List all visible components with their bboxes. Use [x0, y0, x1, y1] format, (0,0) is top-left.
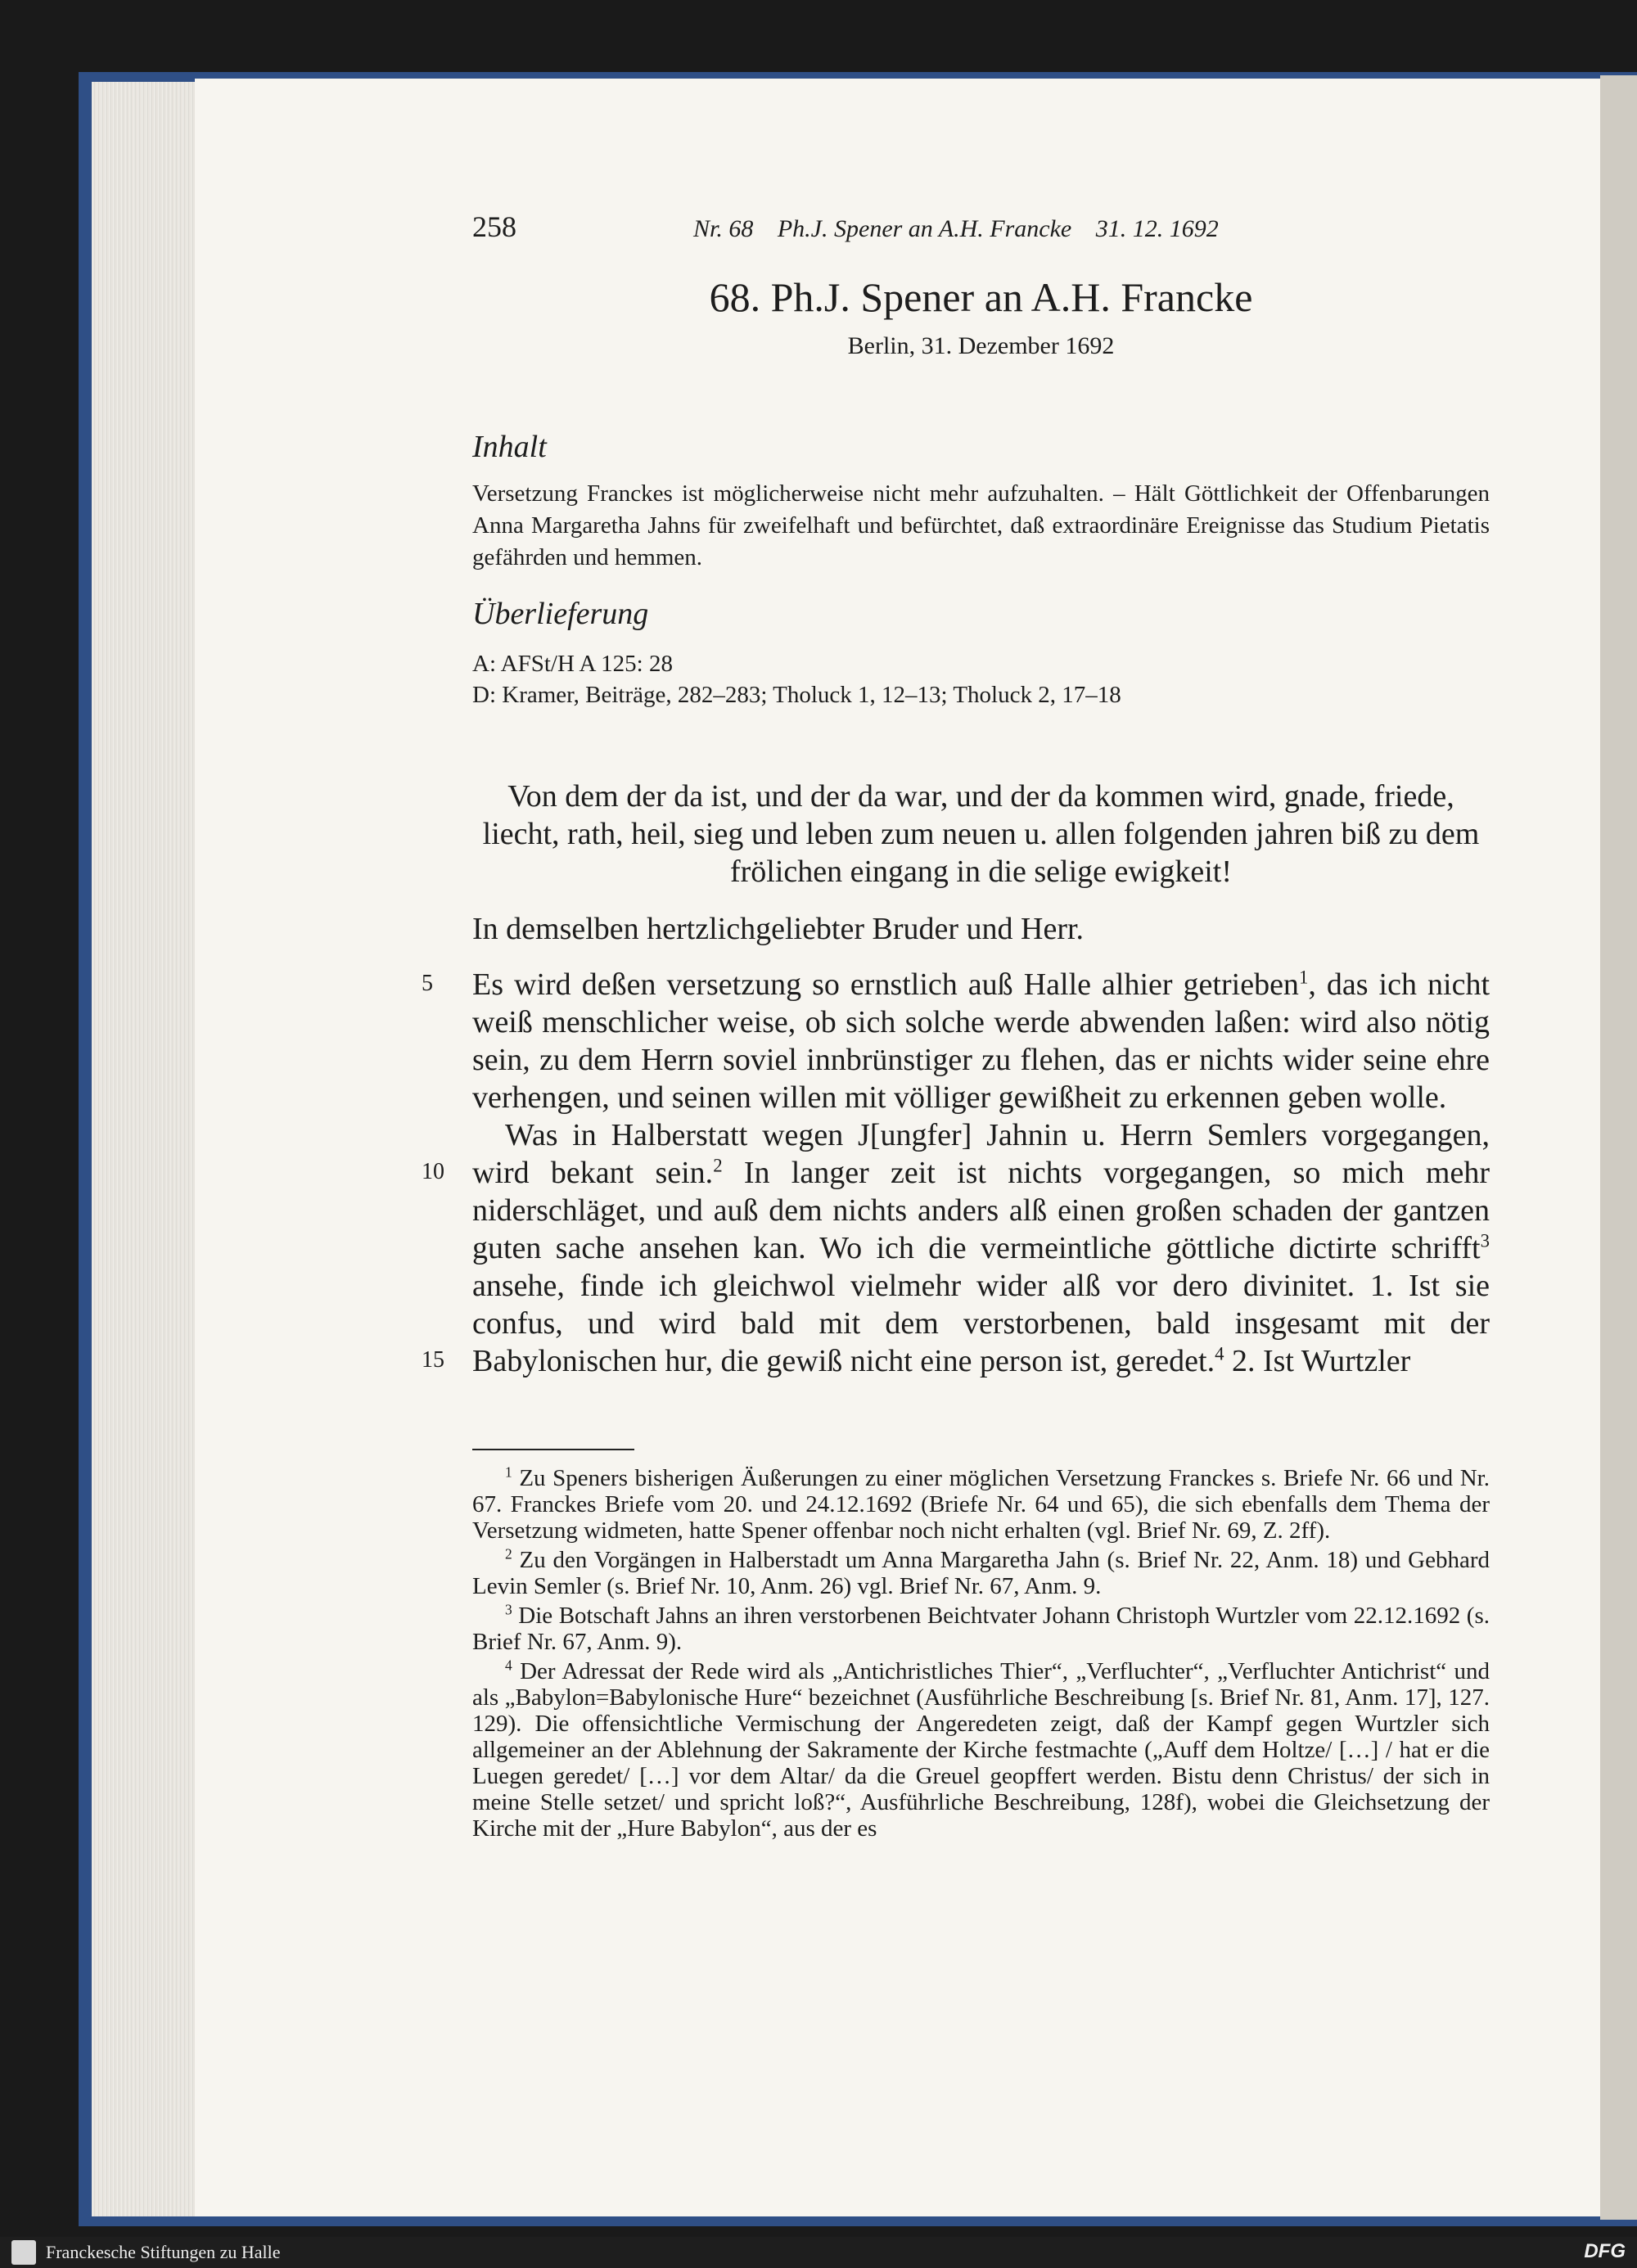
ueberlieferung-heading: Überlieferung — [472, 597, 649, 631]
footnote: $^4$ Der Adressat der Rede wird als „Antichristliches Thier“, „Verfluchter“, „Verfluchter Antichrist“ und als „Babylon=Babylonische Hure“ bezeichnet (Ausführliche Beschreibung [s. Brief Nr. 81, Anm. 17], 127. 129). Die offensichtliche Vermischung der Angeredeten zeigt, daß der Kampf gegen Wurtzler sich allgemeiner an der Ablehnung der Sakramente der Kirche festmachte („Auff dem Holtze/ […] / hat er die Luegen geredet/ […] vor dem Altar/ da die Greuel geopffert werden. Bistu denn Christus/ der sich in meine Stelle setzet/ und spricht loß?“, Ausführliche Beschreibung, 128f), wobei die Gleichsetzung der Kirche mit der „Hure Babylon“, aus der es — [472, 1657, 1490, 1842]
footnote-ref[interactable]: 1 — [1298, 967, 1309, 988]
footnote: $^1$ Zu Speners bisherigen Äußerungen zu einer möglichen Versetzung Franckes s. Briefe Nr. 66 und Nr. 67. Franckes Briefe vom 20. und 24.12.1692 (Briefe Nr. 64 und 65), die sich ebenfalls dem Thema der Versetzung widmeten, hatte Spener offenbar noch nicht erhalten (vgl. Brief Nr. 69, Z. 2ff). — [472, 1463, 1490, 1544]
page-edges — [92, 82, 198, 2216]
inhalt-heading: Inhalt — [472, 430, 547, 464]
footnote-ref[interactable]: 3 — [1480, 1230, 1490, 1251]
footnotes — [472, 1465, 1490, 1845]
letter-place-date: Berlin, 31. Dezember 1692 — [847, 332, 1115, 359]
footnote-rule — [472, 1449, 634, 1450]
line-number: 10 — [422, 1159, 444, 1184]
dfg-logo[interactable]: DFG — [1584, 2240, 1626, 2262]
ueberlieferung-text — [472, 648, 1490, 710]
viewer-footer — [0, 2237, 1637, 2268]
letter-body — [472, 966, 1490, 1380]
line-number: 5 — [422, 971, 433, 996]
facing-page-edge — [1600, 75, 1637, 2220]
footnote-ref[interactable]: 2 — [713, 1155, 723, 1176]
footnote-ref[interactable]: 4 — [1215, 1343, 1224, 1364]
paragraph-1: Es wird deßen versetzung so ernstlich auß Halle alhier getrieben$^1$, das ich nicht weiß menschlicher weise, ob sich solche werde abwenden laßen: wird also nötig sein, zu dem Herrn soviel innbrünstiger zu flehen, das er nichts wider seine ehre verhengen, und seinen willen mit völliger gewißheit zu erkennen geben wolle. — [472, 967, 1490, 1115]
running-date: 31. 12. 1692 — [1095, 215, 1219, 242]
paragraph-2: Was in Halberstatt wegen J[ungfer] Jahnin u. Herrn Semlers vorgegangen, wird bekant sein.$^2$ In langer zeit ist nichts vorgegangen, so mich mehr niderschläget, und auß dem nichts anders alß einen großen schaden der gantzen guten sache ansehen kan. Wo ich die vermeintliche göttliche dictirte schrifft$^3$ ansehe, finde ich gleichwol vielmehr wider alß vor dero divinitet. 1. Ist sie confus, und wird bald mit dem verstorbenen, bald insgesamt mit der Babylonischen hur, die gewiß nicht eine person ist, geredet.$^4$ 2. Ist Wurtzler — [472, 1118, 1490, 1378]
line-number: 15 — [422, 1347, 444, 1373]
page-number: 258 — [472, 210, 516, 243]
inhalt-text: Versetzung Franckes ist möglicherweise nicht mehr aufzuhalten. – Hält Göttlichkeit der Offenbarungen Anna Margaretha Jahns für zweifelhaft und befürchtet, daß extraordinäre Ereignisse das Studium Pietatis gefährden und hemmen. — [472, 480, 1490, 570]
footnote: $^2$ Zu den Vorgängen in Halberstadt um Anna Margaretha Jahn (s. Brief Nr. 22, Anm. 18) und Gebhard Levin Semler (s. Brief Nr. 10, Anm. 26) vgl. Brief Nr. 67, Anm. 9. — [472, 1545, 1490, 1599]
letter-title: 68. Ph.J. Spener an A.H. Francke — [709, 274, 1253, 320]
footnote: $^3$ Die Botschaft Jahns an ihren verstorbenen Beichtvater Johann Christoph Wurtzler vom 22.12.1692 (s. Brief Nr. 67, Anm. 9). — [472, 1601, 1490, 1655]
source-line-a: A: AFSt/H A 125: 28 — [472, 651, 673, 677]
running-nr: Nr. 68 — [693, 215, 754, 242]
salutation: In demselben hertzlichgeliebter Bruder und Herr. — [472, 912, 1085, 946]
source-line-d: D: Kramer, Beiträge, 282–283; Tholuck 1, 12–13; Tholuck 2, 17–18 — [472, 682, 1121, 708]
institution-name[interactable]: Franckesche Stiftungen zu Halle — [46, 2242, 281, 2262]
running-title: Ph.J. Spener an A.H. Francke — [777, 215, 1072, 242]
greeting: Von dem der da ist, und der da war, und der da kommen wird, gnade, friede, liecht, rath, heil, sieg und leben zum neuen u. allen folgenden jahren biß zu dem frölichen eingang in die selige ewigkeit! — [482, 779, 1480, 889]
institution-logo-icon — [11, 2240, 36, 2265]
running-header — [472, 210, 1490, 244]
